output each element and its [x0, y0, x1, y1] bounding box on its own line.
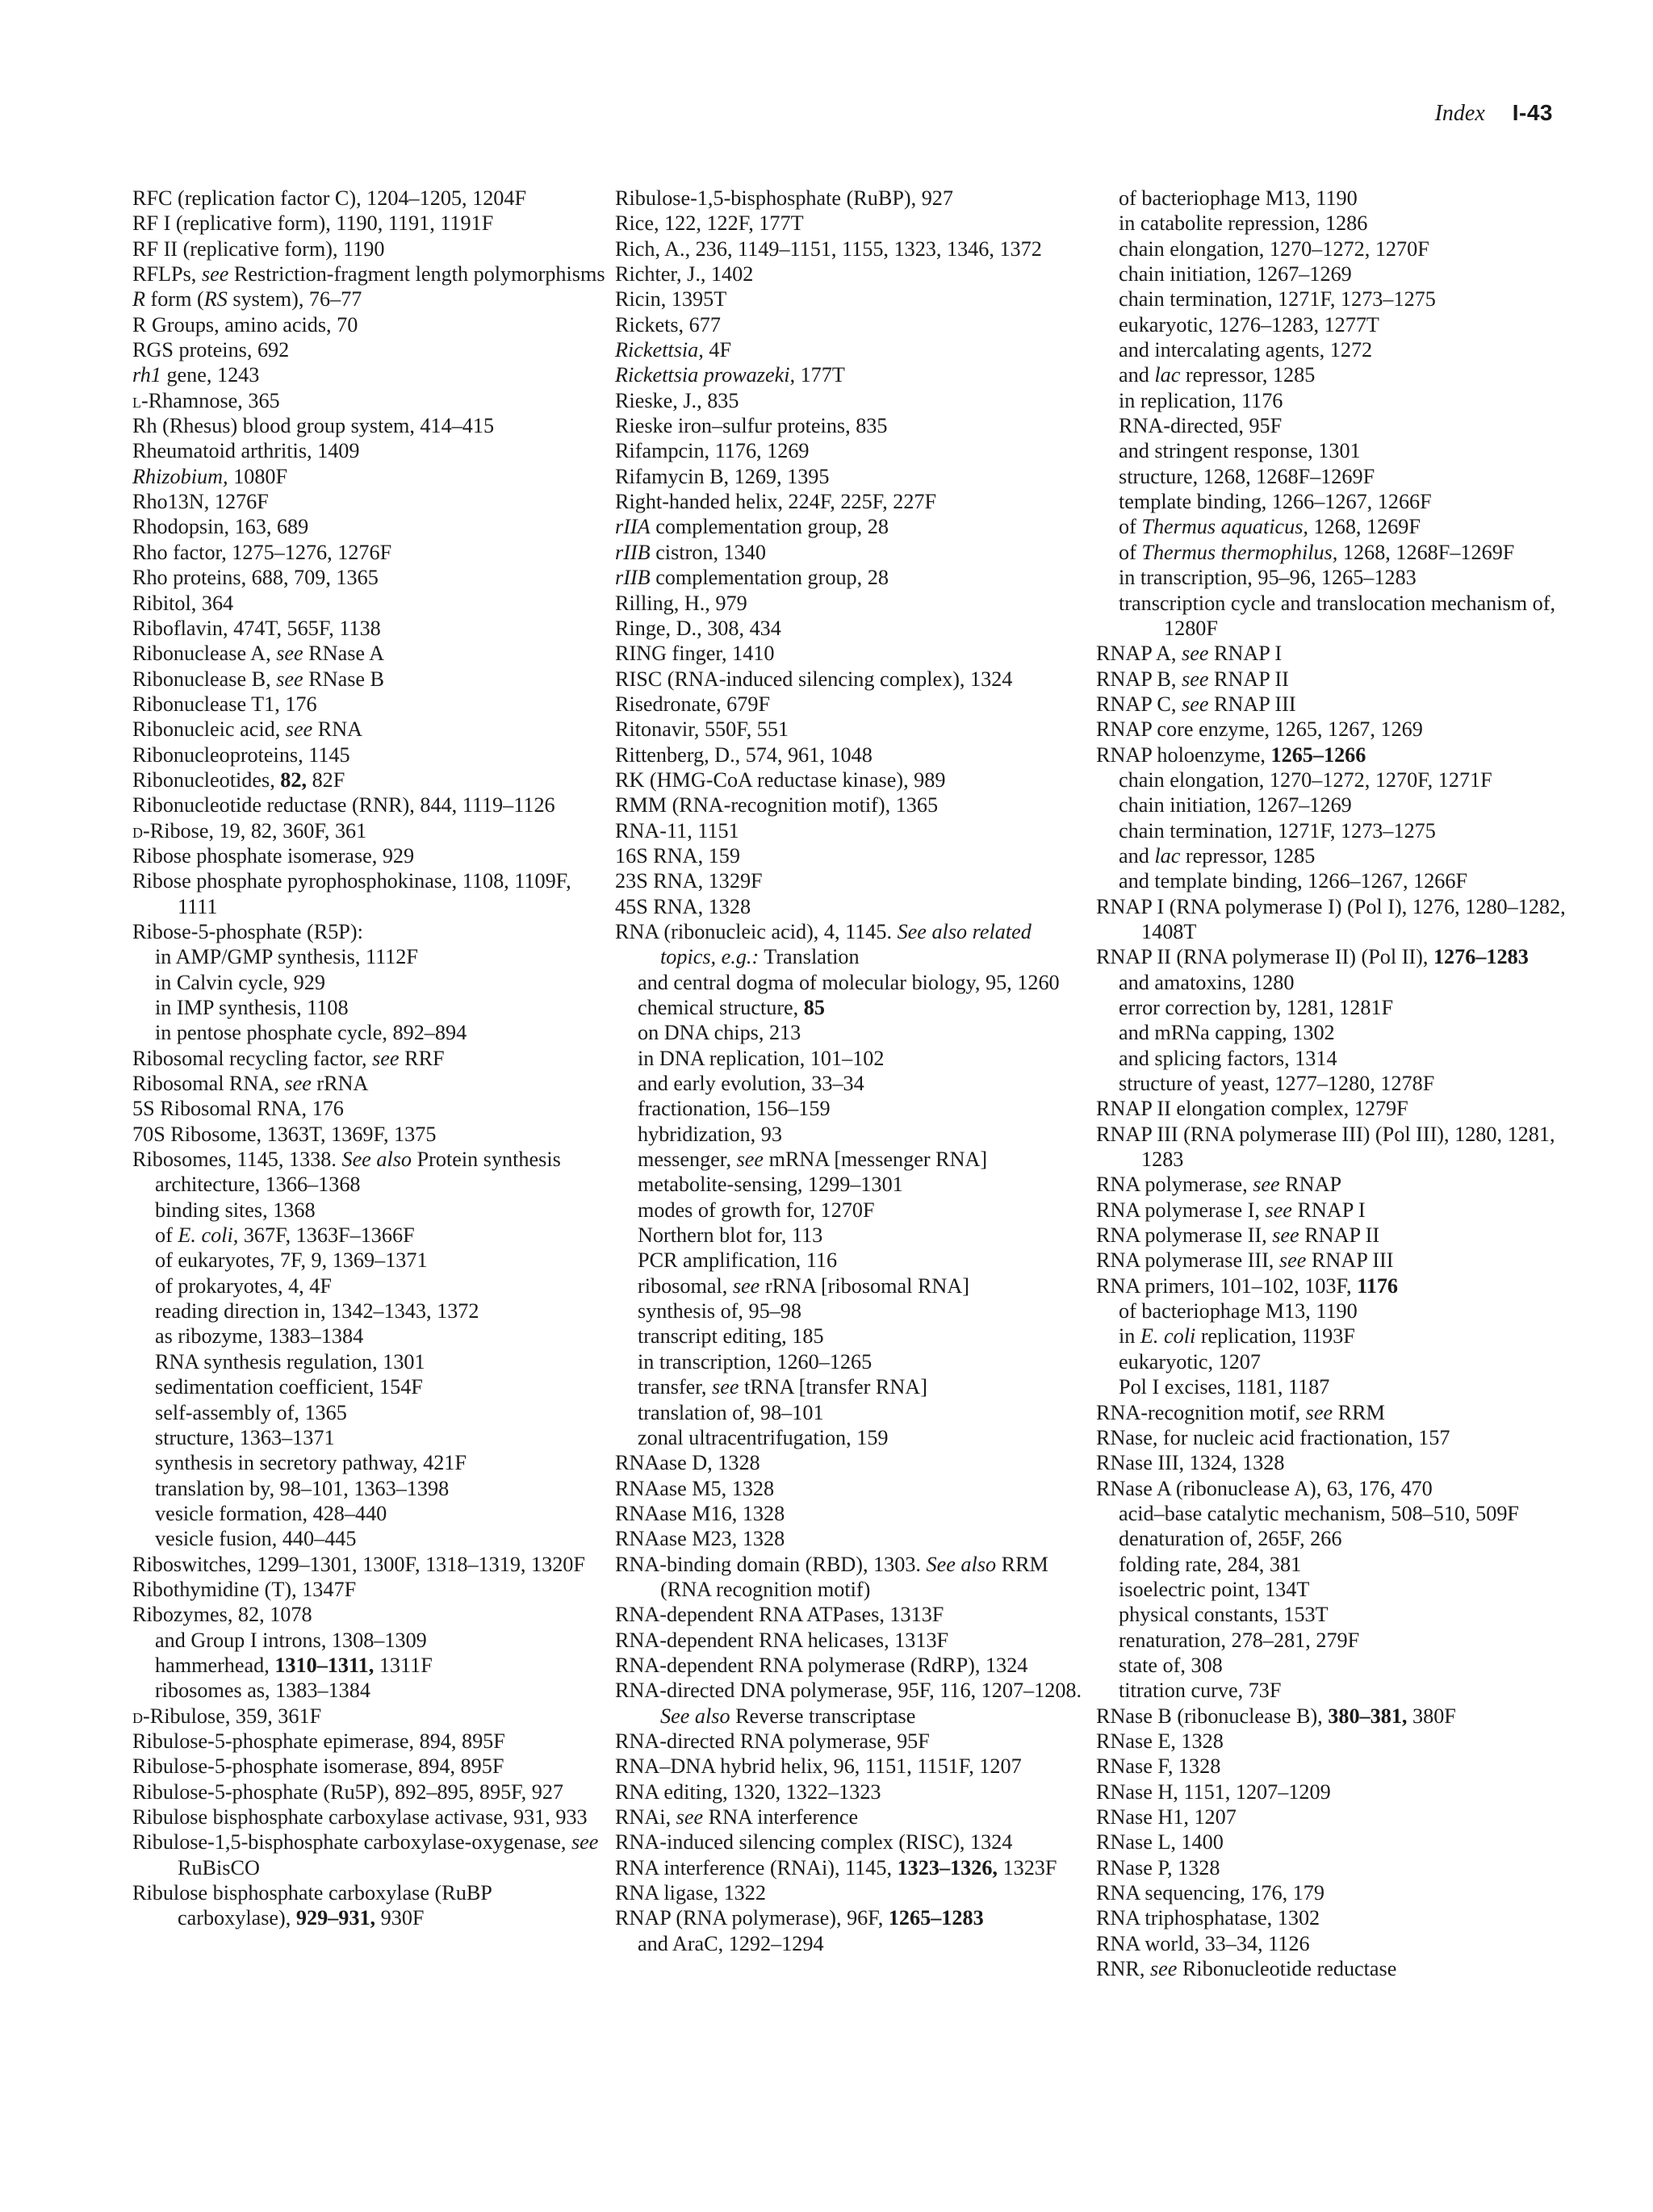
index-subentry: architecture, 1366–1368	[155, 1173, 361, 1197]
index-entry: Rickettsia prowazeki, 177T	[615, 363, 845, 387]
index-subentry: fractionation, 156–159	[638, 1097, 831, 1121]
index-subentry: in E. coli replication, 1193F	[1119, 1324, 1355, 1349]
index-column-2	[615, 186, 1091, 1956]
index-entry: Rifamycin B, 1269, 1395	[615, 464, 830, 488]
index-entry: RK (HMG-CoA reductase kinase), 989	[615, 767, 946, 792]
index-entry: Rheumatoid arthritis, 1409	[132, 439, 360, 463]
index-subentry: structure, 1268, 1268F–1269F	[1119, 464, 1375, 488]
index-subentry: transcript editing, 185	[638, 1324, 824, 1349]
index-entry: RNAase M5, 1328	[615, 1476, 775, 1500]
index-entry: RNAP C, see RNAP III	[1096, 692, 1296, 716]
index-subentry: of eukaryotes, 7F, 9, 1369–1371	[155, 1248, 428, 1273]
index-entry: RNase, for nucleic acid fractionation, 157	[1096, 1425, 1450, 1449]
index-subentry: and intercalating agents, 1272	[1119, 338, 1373, 362]
index-subentry: translation by, 98–101, 1363–1398	[155, 1476, 450, 1500]
index-entry: RNA-directed DNA polymerase, 95F, 116, 1207–1208. See also Reverse transcriptase	[615, 1679, 1087, 1728]
index-entry: Ribozymes, 82, 1078	[132, 1603, 312, 1627]
index-subentry: metabolite-sensing, 1299–1301	[638, 1173, 903, 1197]
index-entry: Ribonuclease B, see RNase B	[132, 667, 385, 691]
index-entry: rIIA complementation group, 28	[615, 515, 889, 539]
index-entry: Riboflavin, 474T, 565F, 1138	[132, 616, 381, 640]
index-subentry: structure of yeast, 1277–1280, 1278F	[1119, 1072, 1435, 1096]
index-entry: RNA (ribonucleic acid), 4, 1145. See also related topics, e.g.: Translation	[615, 919, 1037, 969]
index-entry: RNase III, 1324, 1328	[1096, 1451, 1285, 1475]
index-subentry: template binding, 1266–1267, 1266F	[1119, 490, 1432, 514]
index-subentry: hammerhead, 1310–1311, 1311F	[155, 1653, 433, 1677]
index-entry: R form (RS system), 76–77	[132, 287, 362, 312]
index-subentry: in replication, 1176	[1119, 388, 1283, 412]
index-entry: RNA polymerase III, see RNAP III	[1096, 1248, 1394, 1273]
index-subentry: in Calvin cycle, 929	[155, 970, 325, 994]
index-entry: Ricin, 1395T	[615, 287, 727, 312]
index-subentry: ribosomes as, 1383–1384	[155, 1679, 370, 1703]
index-entry: RNA polymerase II, see RNAP II	[1096, 1223, 1380, 1248]
index-subentry: RNA synthesis regulation, 1301	[155, 1349, 425, 1374]
index-subentry: as ribozyme, 1383–1384	[155, 1324, 364, 1349]
index-entry: RNAP II (RNA polymerase II) (Pol II), 1276–1283	[1096, 945, 1529, 969]
index-entry: Ribonucleic acid, see RNA	[132, 717, 363, 742]
index-subentry: eukaryotic, 1207	[1119, 1349, 1261, 1374]
index-entry: RNAi, see RNA interference	[615, 1805, 859, 1829]
index-subentry: and stringent response, 1301	[1119, 439, 1361, 463]
index-entry: rIIB cistron, 1340	[615, 540, 766, 564]
index-entry: RNAP core enzyme, 1265, 1267, 1269	[1096, 717, 1423, 742]
index-entry: 70S Ribosome, 1363T, 1369F, 1375	[132, 1122, 437, 1146]
index-subentry: on DNA chips, 213	[638, 1021, 801, 1045]
index-subentry: and splicing factors, 1314	[1119, 1046, 1337, 1070]
index-entry: Ritonavir, 550F, 551	[615, 717, 789, 742]
index-entry: Ribonucleotide reductase (RNR), 844, 1119–1126	[132, 793, 555, 817]
index-subentry: chain termination, 1271F, 1273–1275	[1119, 287, 1436, 312]
index-subentry: modes of growth for, 1270F	[638, 1198, 875, 1222]
index-subentry: error correction by, 1281, 1281F	[1119, 996, 1394, 1019]
index-subentry: hybridization, 93	[638, 1122, 782, 1146]
page-number: I-43	[1512, 100, 1553, 125]
index-entry: Ribitol, 364	[132, 591, 234, 615]
index-entry: Rice, 122, 122F, 177T	[615, 211, 804, 236]
index-entry: RNA sequencing, 176, 179	[1096, 1881, 1324, 1905]
index-entry: 45S RNA, 1328	[615, 894, 751, 918]
index-entry: Ribulose bisphosphate carboxylase activase, 931, 933	[132, 1805, 588, 1829]
index-entry: 5S Ribosomal RNA, 176	[132, 1097, 344, 1121]
index-entry: Rieske, J., 835	[615, 388, 739, 412]
index-subentry: in catabolite repression, 1286	[1119, 211, 1368, 236]
index-entry: RNA world, 33–34, 1126	[1096, 1931, 1310, 1955]
index-entry: Ribose phosphate pyrophosphokinase, 1108, 1109F, 1111	[132, 869, 577, 918]
index-entry: RNase F, 1328	[1096, 1754, 1221, 1779]
index-entry: RNA ligase, 1322	[615, 1881, 766, 1905]
index-entry: RNAP I (RNA polymerase I) (Pol I), 1276, 1280–1282, 1408T	[1096, 894, 1571, 943]
index-entry: rIIB complementation group, 28	[615, 566, 889, 590]
index-subentry: self-assembly of, 1365	[155, 1400, 347, 1424]
index-entry: Rickets, 677	[615, 312, 721, 337]
index-entry: RNA triphosphatase, 1302	[1096, 1906, 1320, 1930]
index-entry: Ribose phosphate isomerase, 929	[132, 843, 415, 868]
index-entry: Ribulose-5-phosphate epimerase, 894, 895F	[132, 1729, 505, 1753]
index-entry: RNAase M16, 1328	[615, 1501, 785, 1525]
index-entry: RNAase D, 1328	[615, 1451, 760, 1475]
index-subentry: transfer, see tRNA [transfer RNA]	[638, 1375, 927, 1399]
index-entry: 16S RNA, 159	[615, 843, 740, 868]
index-entry: Rich, A., 236, 1149–1151, 1155, 1323, 1346, 1372	[615, 236, 1042, 261]
index-entry: RNA-11, 1151	[615, 818, 739, 843]
index-subentry: of Thermus thermophilus, 1268, 1268F–1269F	[1119, 540, 1515, 564]
index-subentry: chemical structure, 85	[638, 996, 825, 1019]
index-entry: Ribulose-5-phosphate (Ru5P), 892–895, 895F, 927	[132, 1779, 564, 1804]
index-entry: RNA-dependent RNA helicases, 1313F	[615, 1628, 949, 1652]
index-subentry: synthesis of, 95–98	[638, 1299, 801, 1323]
index-subentry: zonal ultracentrifugation, 159	[638, 1425, 889, 1449]
index-subentry: and lac repressor, 1285	[1119, 363, 1316, 387]
index-subentry: translation of, 98–101	[638, 1400, 824, 1424]
index-subentry: in IMP synthesis, 1108	[155, 996, 349, 1019]
index-subentry: Northern blot for, 113	[638, 1223, 823, 1248]
index-subentry: vesicle formation, 428–440	[155, 1501, 387, 1525]
index-entry: Rittenberg, D., 574, 961, 1048	[615, 742, 873, 767]
index-entry: Rieske iron–sulfur proteins, 835	[615, 414, 888, 438]
index-entry: rh1 gene, 1243	[132, 363, 260, 387]
index-entry: Rho13N, 1276F	[132, 490, 269, 514]
index-entry: Ribulose-1,5-bisphosphate (RuBP), 927	[615, 186, 953, 210]
index-entry: RNA-binding domain (RBD), 1303. See also RRM (RNA recognition motif)	[615, 1552, 1054, 1601]
index-entry: Ringe, D., 308, 434	[615, 616, 781, 640]
index-subentry: structure, 1363–1371	[155, 1425, 335, 1449]
index-subentry: renaturation, 278–281, 279F	[1119, 1628, 1360, 1652]
index-subentry: of bacteriophage M13, 1190	[1119, 186, 1358, 210]
index-entry: RNA-dependent RNA polymerase (RdRP), 1324	[615, 1653, 1028, 1677]
index-entry: Right-handed helix, 224F, 225F, 227F	[615, 490, 937, 514]
index-subentry: and mRNa capping, 1302	[1119, 1021, 1335, 1045]
index-entry: Rho factor, 1275–1276, 1276F	[132, 540, 392, 564]
index-entry: Ribulose bisphosphate carboxylase (RuBP carboxylase), 929–931, 930F	[132, 1881, 497, 1930]
index-entry: RNA-induced silencing complex (RISC), 1324	[615, 1830, 1013, 1854]
index-entry: RGS proteins, 692	[132, 338, 290, 362]
index-entry: Rh (Rhesus) blood group system, 414–415	[132, 414, 495, 438]
index-subentry: titration curve, 73F	[1119, 1679, 1282, 1703]
index-entry: RISC (RNA-induced silencing complex), 1324	[615, 667, 1013, 691]
index-entry: Ribosomal RNA, see rRNA	[132, 1072, 369, 1096]
index-entry: Rhizobium, 1080F	[132, 464, 288, 488]
index-subentry: chain elongation, 1270–1272, 1270F	[1119, 236, 1429, 261]
index-entry: RNA polymerase, see RNAP	[1096, 1173, 1342, 1197]
running-header	[1435, 100, 1553, 127]
index-entry: RNAP III (RNA polymerase III) (Pol III), 1280, 1281, 1283	[1096, 1122, 1561, 1172]
index-subentry: and central dogma of molecular biology, 95, 1260	[638, 970, 1060, 994]
index-subentry: Pol I excises, 1181, 1187	[1119, 1375, 1330, 1399]
index-subentry: of bacteriophage M13, 1190	[1119, 1299, 1358, 1323]
index-subentry: reading direction in, 1342–1343, 1372	[155, 1299, 479, 1323]
index-entry: RNA-directed RNA polymerase, 95F	[615, 1729, 930, 1753]
index-subentry: sedimentation coefficient, 154F	[155, 1375, 423, 1399]
index-entry: RNR, see Ribonucleotide reductase	[1096, 1957, 1397, 1981]
index-subentry: and lac repressor, 1285	[1119, 843, 1316, 868]
index-entry: RNA–DNA hybrid helix, 96, 1151, 1151F, 1207	[615, 1754, 1022, 1779]
index-subentry: binding sites, 1368	[155, 1198, 316, 1222]
index-subentry: folding rate, 284, 381	[1119, 1552, 1302, 1576]
index-subentry: in AMP/GMP synthesis, 1112F	[155, 945, 418, 969]
index-subentry: messenger, see mRNA [messenger RNA]	[638, 1148, 988, 1172]
index-subentry: and amatoxins, 1280	[1119, 970, 1295, 994]
index-subentry: PCR amplification, 116	[638, 1248, 838, 1273]
index-subentry: eukaryotic, 1276–1283, 1277T	[1119, 312, 1379, 337]
index-entry: Rho proteins, 688, 709, 1365	[132, 566, 379, 590]
index-entry: R Groups, amino acids, 70	[132, 312, 358, 337]
index-entry: RNA-recognition motif, see RRM	[1096, 1400, 1385, 1424]
index-entry: RNAase M23, 1328	[615, 1527, 785, 1551]
index-entry: Ribulose-5-phosphate isomerase, 894, 895F	[132, 1754, 504, 1779]
index-entry: Riboswitches, 1299–1301, 1300F, 1318–1319, 1320F	[132, 1552, 585, 1576]
index-entry: RNase A (ribonuclease A), 63, 176, 470	[1096, 1476, 1433, 1500]
index-entry: Rickettsia, 4F	[615, 338, 732, 362]
index-entry: d-Ribose, 19, 82, 360F, 361	[132, 818, 367, 843]
index-entry: d-Ribulose, 359, 361F	[132, 1704, 322, 1728]
index-subentry: synthesis in secretory pathway, 421F	[155, 1451, 467, 1475]
index-subentry: denaturation of, 265F, 266	[1119, 1527, 1342, 1551]
index-entry: RNA-dependent RNA ATPases, 1313F	[615, 1603, 944, 1627]
section-title: Index	[1434, 101, 1485, 126]
index-subentry: isoelectric point, 134T	[1119, 1577, 1310, 1601]
index-entry: RF I (replicative form), 1190, 1191, 1191F	[132, 211, 494, 236]
index-subentry: state of, 308	[1119, 1653, 1223, 1677]
index-subentry: physical constants, 153T	[1119, 1603, 1329, 1627]
index-entry: RFC (replication factor C), 1204–1205, 1204F	[132, 186, 527, 210]
index-subentry: vesicle fusion, 440–445	[155, 1527, 357, 1551]
index-entry: Ribonuclease A, see RNase A	[132, 642, 385, 666]
index-entry: RNase H, 1151, 1207–1209	[1096, 1779, 1331, 1804]
index-subentry: in pentose phosphate cycle, 892–894	[155, 1021, 467, 1045]
index-entry: RNase L, 1400	[1096, 1830, 1224, 1854]
index-subentry: of Thermus aquaticus, 1268, 1269F	[1119, 515, 1421, 539]
index-entry: Rhodopsin, 163, 689	[132, 515, 309, 539]
index-entry: Ribulose-1,5-bisphosphate carboxylase-oxygenase, see RuBisCO	[132, 1830, 604, 1880]
index-entry: RNAP II elongation complex, 1279F	[1096, 1097, 1408, 1121]
index-subentry: acid–base catalytic mechanism, 508–510, 509F	[1119, 1501, 1519, 1525]
index-subentry: and early evolution, 33–34	[638, 1072, 864, 1096]
index-subentry: in transcription, 1260–1265	[638, 1349, 873, 1374]
index-subentry: in DNA replication, 101–102	[638, 1046, 885, 1070]
index-entry: Ribonucleoproteins, 1145	[132, 742, 350, 767]
index-entry: RNAP B, see RNAP II	[1096, 667, 1289, 691]
index-subentry: and template binding, 1266–1267, 1266F	[1119, 869, 1468, 893]
index-entry: RNase P, 1328	[1096, 1855, 1220, 1880]
index-entry: RMM (RNA-recognition motif), 1365	[615, 793, 939, 817]
index-entry: RNA primers, 101–102, 103F, 1176	[1096, 1273, 1399, 1298]
index-column-1	[132, 186, 609, 1931]
index-entry: 23S RNA, 1329F	[615, 869, 763, 893]
index-entry: RNase B (ribonuclease B), 380–381, 380F	[1096, 1704, 1456, 1728]
index-entry: RNase E, 1328	[1096, 1729, 1224, 1753]
index-entry: RNAP holoenzyme, 1265–1266	[1096, 742, 1366, 767]
index-entry: RING finger, 1410	[615, 642, 775, 666]
index-entry: RNA editing, 1320, 1322–1323	[615, 1779, 881, 1804]
index-subentry: and AraC, 1292–1294	[638, 1931, 824, 1955]
index-entry: RNA interference (RNAi), 1145, 1323–1326, 1323F	[615, 1855, 1057, 1880]
index-subentry: of prokaryotes, 4, 4F	[155, 1273, 332, 1298]
index-subentry: RNA-directed, 95F	[1119, 414, 1283, 438]
index-subentry: transcription cycle and translocation mechanism of, 1280F	[1119, 591, 1561, 640]
index-entry: Ribosomal recycling factor, see RRF	[132, 1046, 445, 1070]
index-entry: RNase H1, 1207	[1096, 1805, 1237, 1829]
index-entry: Ribosomes, 1145, 1338. See also Protein synthesis	[132, 1148, 561, 1172]
index-subentry: chain initiation, 1267–1269	[1119, 262, 1352, 286]
index-subentry: of E. coli, 367F, 1363F–1366F	[155, 1223, 415, 1248]
index-entry: RF II (replicative form), 1190	[132, 236, 385, 261]
index-subentry: chain elongation, 1270–1272, 1270F, 1271F	[1119, 767, 1492, 792]
index-entry: Ribonucleotides, 82, 82F	[132, 767, 345, 792]
index-column-3	[1096, 186, 1572, 1981]
index-entry: l-Rhamnose, 365	[132, 388, 280, 412]
index-subentry: and Group I introns, 1308–1309	[155, 1628, 427, 1652]
index-entry: Rilling, H., 979	[615, 591, 747, 615]
index-entry: Ribothymidine (T), 1347F	[132, 1577, 357, 1601]
index-subentry: in transcription, 95–96, 1265–1283	[1119, 566, 1417, 590]
index-entry: Ribonuclease T1, 176	[132, 692, 317, 716]
index-entry: RNAP A, see RNAP I	[1096, 642, 1283, 666]
index-entry: RFLPs, see Restriction-fragment length polymorphisms	[132, 262, 605, 286]
index-entry: Rifampcin, 1176, 1269	[615, 439, 810, 463]
index-entry: Richter, J., 1402	[615, 262, 754, 286]
index-entry: RNA polymerase I, see RNAP I	[1096, 1198, 1366, 1222]
index-entry: RNAP (RNA polymerase), 96F, 1265–1283	[615, 1906, 984, 1930]
index-subentry: ribosomal, see rRNA [ribosomal RNA]	[638, 1273, 969, 1298]
index-entry: Ribose-5-phosphate (R5P):	[132, 919, 363, 943]
index-subentry: chain termination, 1271F, 1273–1275	[1119, 818, 1436, 843]
index-entry: Risedronate, 679F	[615, 692, 771, 716]
index-subentry: chain initiation, 1267–1269	[1119, 793, 1352, 817]
